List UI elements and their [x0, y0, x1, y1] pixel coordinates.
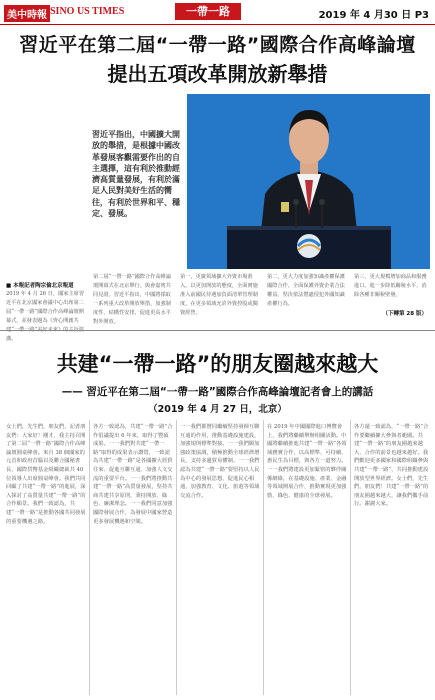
story1-column-4: 第二，更大力度加強知識產權保護國際合作。全面保護外資企業合法權益，堅決依法懲處侵犯外國知識產權行為。 [267, 274, 345, 307]
story2-column-3: 一一我們都贊同繼續堅持發揮互聯互通的作用，推動基礎設施建設，加強規則標準對接。一一我們願加強政策協調，積極推動全球經濟增長，支持多邊貿易體制。一一我們認為共建“一帶一路”要堅持以人民為中心的發展思想，促進民心相通，加強教育、文化、旅遊等領域交流合作。 [180, 424, 260, 499]
date-page-label: 2019 年 4 月30 日 P3 [318, 10, 429, 21]
subheadline-2: —— 習近平在第二屆“一帶一路”國際合作高峰論壇記者會上的講話 [61, 386, 374, 398]
headline-2: 共建“一帶一路”的朋友圈越來越大 [56, 352, 379, 376]
column-rule [263, 420, 264, 695]
story2-column-5: 各方還一致認為，“一帶一路”合作要繼續擴大參與者範圍。共建“一帶一路”的朋友圈越來越大，合作的前景也越來越好。我們歡迎更多國家和國際組織參與共建“一帶一路”，共同推動建設開放型世界經濟。女士們，先生們，朋友們！共建“一帶一路”的朋友圈越來越大，讓我們攜手前行。謝謝大家。 [354, 424, 429, 508]
column-rule [176, 420, 177, 695]
story2-column-1: 女士們，先生們，朋友們，記者朋友們：大家好！剛才，我主持召開了第二屆“一帶一路”國際合作高峰論壇圓桌峰會。來自 38 個國家的元首和政府首腦以及聯合國秘書長、國際貨幣基金組織總裁共 40 位領導人出席圓桌峰會。我們共同回顧了共建“一帶一路”的進展，深入探討了高質量共建“一帶一路”的合作願景。我們一致認為，共建“一帶一路”是推動各國共同發展的重要機遇之路。 [6, 424, 86, 525]
story2-column-4: 在 2019 年中國國際進口博覽會上，我們將繼續舉辦相關活動。中國將繼續推進共建“一帶一路”各領域務實合作，以高標準、可持續、惠民生為目標，與各方一道努力。一一我們將建設更加緊密的夥伴關係網絡，在基礎設施、產業、金融等領域開展合作，推動實現更加強勁、綠色、健康的全球發展。 [267, 424, 347, 499]
speech-date: （2019 年 4 月 27 日，北京） [148, 404, 287, 415]
pull-quote: 習近平指出，中國擴大開放的舉措，是根據中國改革發展客觀需要作出的自主選擇，這有利於推動經濟高質量發展，有利於滿足人民對美好生活的嚮往，有利於世界和平、穩定、發展。 [92, 129, 180, 219]
story1-column-3: 第一，更廣領域擴大外資市場准入。以更加開放的態度，全面實施准入前國民待遇加負面清單管理制度，在更多領域允許外資控股或獨資經營。 [180, 274, 258, 316]
story1-column-2: 第二屆“一帶一路”國際合作高峰論壇開幕式在北京舉行。與會嘉賓共同見證。習近平指出，中國將採取一系列重大改革開放舉措，加強制度性、結構性安排，促進更高水平對外開放。 [93, 274, 171, 325]
story2-column-2: 各方一致認為，共建“一帶一路”合作倡議提出 6 年來，取得了豐碩成果。一一我們對共建“一帶一路”取得的成果表示讚賞，一致認為共建“一帶一路”是各國擴大經貿往來、促進互聯互通、加強人文交流的重要平台。一一我們將推動共建“一帶一路”高質量發展，堅持共商共建共享原則，秉持開放、綠色、廉潔理念。一一我們同意加強國際發展合作，為發展中國家營造更多發展機遇和空間。 [93, 424, 173, 525]
story1-column-5: 第三，更大規模增加商品和服務進口。進一步降低關稅水平，消除各種非關稅壁壘。 [354, 274, 427, 298]
column-rule [350, 420, 351, 695]
newspaper-name-en: SINO US TIMES [50, 6, 125, 17]
headline-line-1: 習近平在第二屆“一帶一路”國際合作高峰論壇 [19, 34, 416, 56]
section-divider [0, 330, 435, 331]
column-rule [89, 420, 90, 695]
byline: ■ 本報記者陶宗倫北京報道 [6, 283, 74, 289]
section-tag: 一帶一路 [175, 3, 241, 20]
headline-line-2: 提出五項改革開放新舉措 [107, 62, 328, 86]
news-photo [187, 94, 430, 269]
newspaper-logo: 美中時報 [4, 5, 50, 22]
story1-column-1: 2019 年 4 月 26 日，國家主席習近平在北京國家會議中心出席第二屆“一帶一路”國際合作高峰論壇開幕式，並發表題為《齊心開創共 講。 [6, 291, 85, 342]
continued-on-label: （下轉第 28 版） [382, 311, 427, 317]
